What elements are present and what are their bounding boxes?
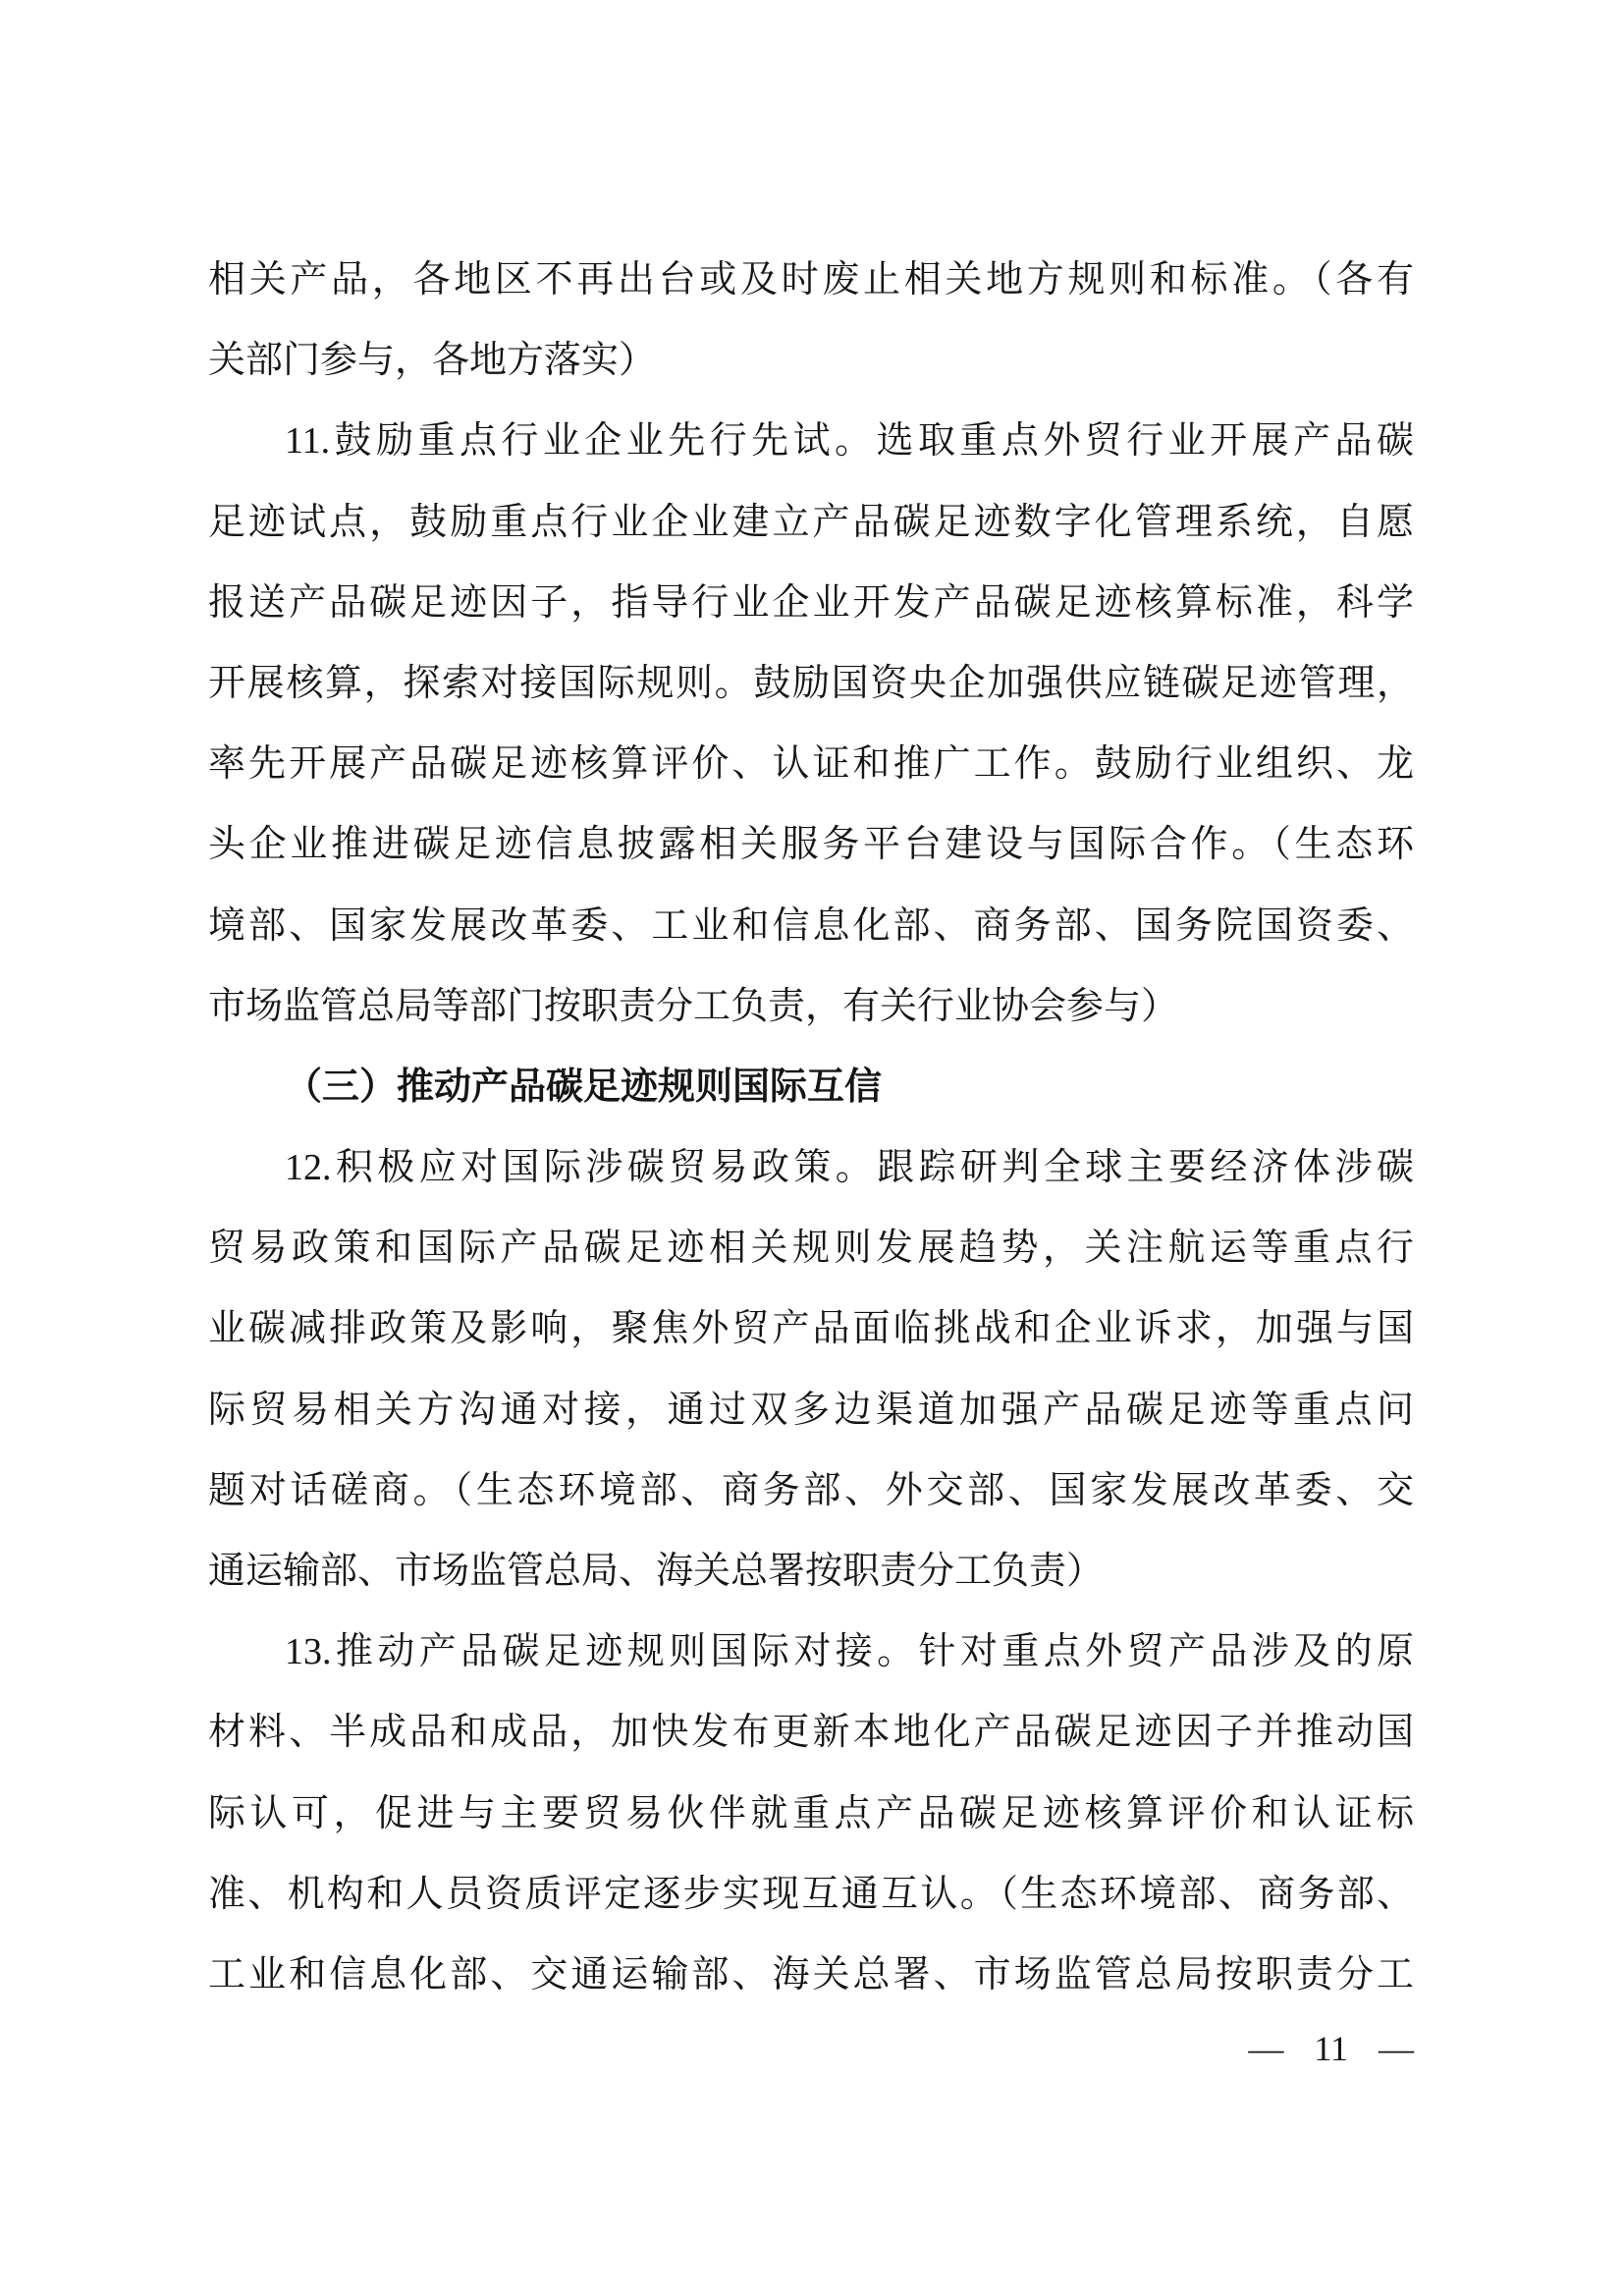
body-line: 11.鼓励重点行业企业先行先试。选取重点外贸行业开展产品碳 xyxy=(285,420,1414,463)
body-line: 准、机构和人员资质评定逐步实现互通互认。（生态环境部、商务部、 xyxy=(208,1873,1414,1915)
body-line: 报送产品碳足迹因子，指导行业企业开发产品碳足迹核算标准，科学 xyxy=(208,581,1414,624)
body-line: 开展核算，探索对接国际规则。鼓励国资央企加强供应链碳足迹管理， xyxy=(208,662,1414,704)
body-text-block xyxy=(208,240,1414,2015)
body-line: 头企业推进碳足迹信息披露相关服务平台建设与国际合作。（生态环 xyxy=(208,824,1414,866)
body-line: 工业和信息化部、交通运输部、海关总署、市场监管总局按职责分工 xyxy=(208,1953,1414,1995)
body-line: 业碳减排政策及影响，聚焦外贸产品面临挑战和企业诉求，加强与国 xyxy=(208,1308,1414,1350)
body-line: 际认可，促进与主要贸易伙伴就重点产品碳足迹核算评价和认证标 xyxy=(208,1792,1414,1834)
body-line: 材料、半成品和成品，加快发布更新本地化产品碳足迹因子并推动国 xyxy=(208,1712,1414,1754)
body-line: 足迹试点，鼓励重点行业企业建立产品碳足迹数字化管理系统，自愿 xyxy=(208,501,1414,543)
section-heading: （三）推动产品碳足迹规则国际互信 xyxy=(285,1066,883,1108)
body-line: 际贸易相关方沟通对接，通过双多边渠道加强产品碳足迹等重点问 xyxy=(208,1389,1414,1431)
body-line: 13.推动产品碳足迹规则国际对接。针对重点外贸产品涉及的原 xyxy=(285,1631,1414,1673)
body-line: 关部门参与，各地方落实） xyxy=(208,340,657,382)
body-line: 市场监管总局等部门按职责分工负责，有关行业协会参与） xyxy=(208,985,1179,1027)
body-line: 通运输部、市场监管总局、海关总署按职责分工负责） xyxy=(208,1551,1105,1592)
page-number: — 11 — xyxy=(1248,2029,1414,2068)
body-line: 率先开展产品碳足迹核算评价、认证和推广工作。鼓励行业组织、龙 xyxy=(208,743,1414,786)
body-line: 相关产品，各地区不再出台或及时废止相关地方规则和标准。（各有 xyxy=(208,259,1414,301)
body-line: 贸易政策和国际产品碳足迹相关规则发展趋势，关注航运等重点行 xyxy=(208,1228,1414,1270)
body-line: 境部、国家发展改革委、工业和信息化部、商务部、国务院国资委、 xyxy=(208,904,1414,947)
body-line: 题对话磋商。（生态环境部、商务部、外交部、国家发展改革委、交 xyxy=(208,1469,1414,1511)
body-line: 12.积极应对国际涉碳贸易政策。跟踪研判全球主要经济体涉碳 xyxy=(285,1147,1414,1189)
